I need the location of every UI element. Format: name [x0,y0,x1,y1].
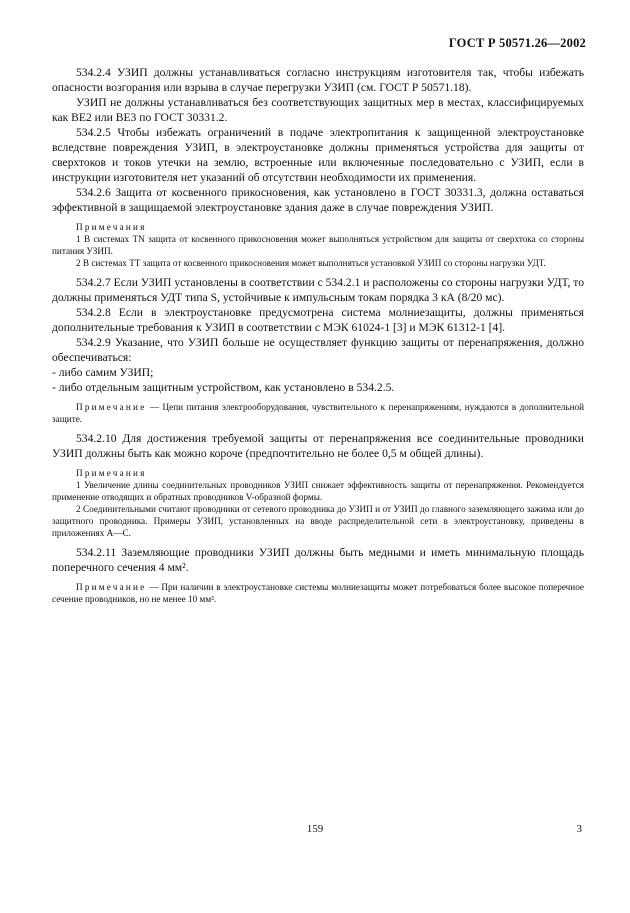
sheet-number: 3 [576,823,582,835]
document-body [52,65,584,605]
notes-heading: Примечания [76,222,147,232]
clause-534-2-11: 534.2.11 Заземляющие проводники УЗИП должны быть медными и иметь минимальную площадь поперечного сечения 4 мм². [52,546,584,574]
note-final [52,581,584,605]
clause-534-2-9: 534.2.9 Указание, что УЗИП больше не осуществляет функцию защиты от перенапряжения, должно обеспечиваться: [52,336,584,364]
note-text-2: — При наличии в электроустановке системы молниезащиты может потребоваться более высокое поперечное сечение проводников, но не менее 10 мм². [52,582,584,604]
clause-534-2-4-para2: УЗИП не должны устанавливаться без соответствующих защитных мер в местах, классифицируемых как ВЕ2 или ВЕ3 по ГОСТ 30331.2. [52,96,584,124]
notes-heading-2: Примечания [76,468,147,478]
page-number: 159 [306,823,324,835]
document-header: ГОСТ Р 50571.26—2002 [448,36,586,50]
note-1: 1 В системах TN защита от косвенного прикосновения может выполняться устройством для защиты от сверхтока со стороны питания УЗИП. [52,234,584,256]
clause-534-2-4: 534.2.4 УЗИП должны устанавливаться согласно инструкциям изготовителя так, чтобы избежать опасности возгорания или взрыва в случае перегрузки УЗИП (см. ГОСТ Р 50571.18). [52,66,584,94]
list-item-1: - либо самим УЗИП; [52,366,154,379]
note-2: 2 В системах ТТ защита от косвенного прикосновения может выполняться установкой УЗИП со стороны нагрузки УДТ. [76,258,546,268]
clause-534-2-10: 534.2.10 Для достижения требуемой защиты от перенапряжения все соединительные проводники УЗИП должны быть как можно короче (предпочтительно не более 0,5 м общей длины). [52,432,584,460]
note-3-1: 1 Увеличение длины соединительных проводников УЗИП снижает эффективность защиты от перенапряжения. Рекомендуется применение отводящих и обратных проводников V-образной формы. [52,480,584,502]
note-label-2: Примечание [76,582,147,592]
clause-534-2-6: 534.2.6 Защита от косвенного прикосновения, как установлено в ГОСТ 30331.3, должна оставаться эффективной в защищаемой электроустановке здания даже в случае повреждения УЗИП. [52,186,584,214]
clause-534-2-8: 534.2.8 Если в электроустановке предусмотрена система молниезащиты, должны применяться дополнительные требования к УЗИП в соответствии с МЭК 61024-1 [3] и МЭК 61312-1 [4]. [52,306,584,334]
note-3-2: 2 Соединительными считают проводники от сетевого проводника до УЗИП и от УЗИП до главного заземляющего зажима или до защитного проводника. Примеры УЗИП, установленных на вводе распределительной сети в электроустановку, приведены в приложениях А—С. [52,504,584,538]
list-item-2: - либо отдельным защитным устройством, как установлено в 534.2.5. [52,381,395,394]
note-text: — Цепи питания электрооборудования, чувствительного к перенапряжениям, нуждаются в дополнительной защите. [52,402,584,424]
note-single [52,401,584,425]
clause-534-2-7: 534.2.7 Если УЗИП установлены в соответствии с 534.2.1 и расположены со стороны нагрузки УДТ, то должны применяться УДТ типа S, устойчивые к импульсным токам порядка 3 кА (8/20 мс). [52,276,584,304]
note-label: Примечание [76,402,147,412]
clause-534-2-5: 534.2.5 Чтобы избежать ограничений в подаче электропитания к защищенной электроустановке вследствие повреждения УЗИП, в электроустановке должны применяться устройства для защиты от сверхтоков и токов утечки на землю, встроенные или включенные последовательно с УЗИП, если в инструкции изготовителя нет указаний об отсутствии необходимости их применения. [52,126,584,184]
